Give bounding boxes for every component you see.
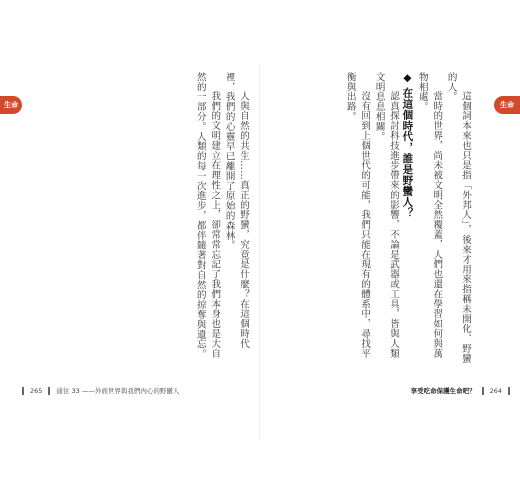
paragraph: 人與自然的共生……真正的野蠻，究竟是什麼？在這個時代裡，我們的心靈早已離開了原始的森林。 <box>223 72 249 349</box>
folio-rule <box>22 387 24 395</box>
left-page <box>10 72 258 432</box>
right-page-number: 264 <box>489 386 502 395</box>
chapter-tab-left: 生命 <box>0 96 22 114</box>
right-page-text <box>270 72 472 368</box>
left-page-text <box>24 72 250 368</box>
folio-rule <box>482 387 484 395</box>
page-gutter <box>259 66 260 438</box>
paragraph: 沒有回到上個世代的可能，我們只能在現有的體系中，尋找平衡與出路。 <box>344 72 371 359</box>
paragraph: 我們的文明建立在理性之上，卻常常忘記了我們本身也是大自然的一部分。人類的每一次進步，都伴隨著對自然的掠奪與遺忘。 <box>194 72 221 360</box>
paragraph: 當時的世界，尚未被文明全然覆蓋，人們也還在學習如何與萬物相處。 <box>416 72 443 359</box>
right-running-head: 享受吃命保護生命吧？ <box>410 387 476 395</box>
left-folio <box>22 386 179 395</box>
heading-marker-icon: ◆ <box>401 72 414 85</box>
chapter-tab-right: 生命 <box>494 96 520 114</box>
folio-rule <box>508 387 510 395</box>
paragraph: 這個詞本來也只是指「外邦人」，後來才用來指稱未開化、野蠻的人。 <box>445 72 471 364</box>
right-page <box>262 72 510 432</box>
section-heading <box>400 72 414 368</box>
paragraph: 認真探討科技進步帶來的影響，不論是武器或工具，皆與人類文明息息相關。 <box>373 72 399 359</box>
left-running-head: 通往 33 ——外面世界與我們內心的野蠻人 <box>56 387 180 395</box>
left-page-number: 265 <box>30 386 43 395</box>
folio-rule <box>48 387 50 395</box>
right-folio <box>411 386 510 395</box>
section-heading-text: 在這個時代，誰是野蠻人？ <box>401 87 414 219</box>
